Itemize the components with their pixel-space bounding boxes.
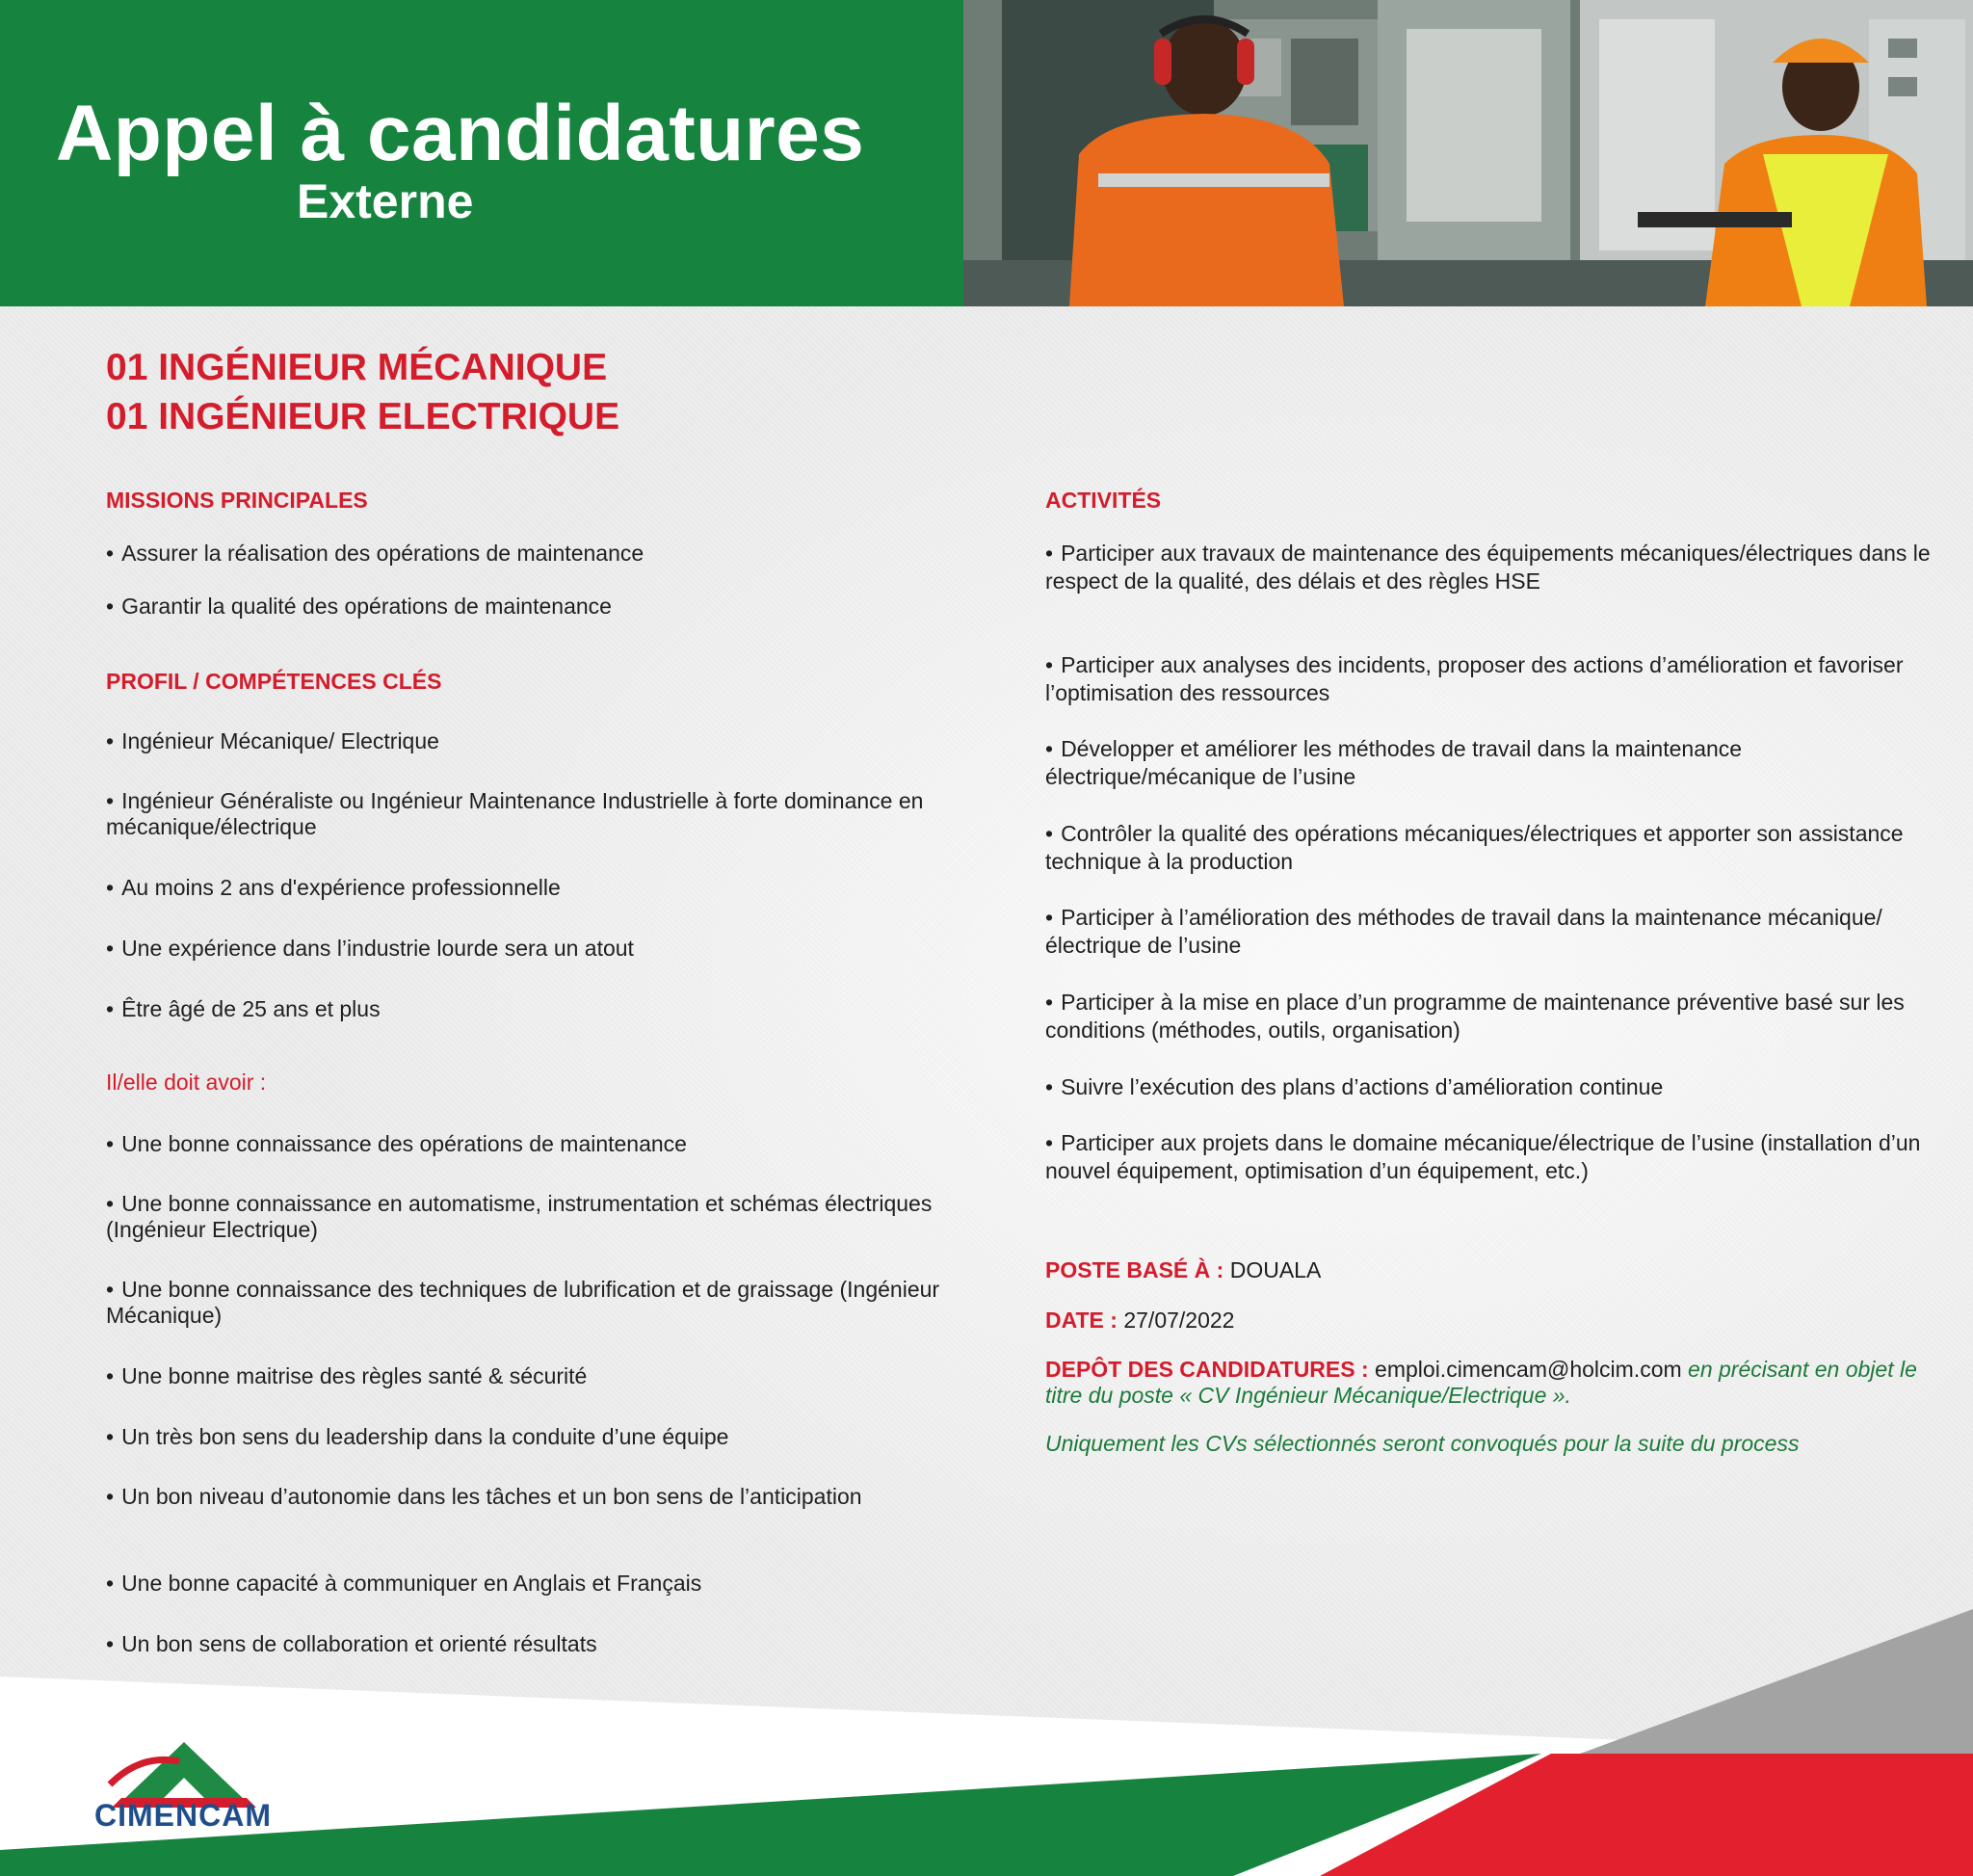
activites-item: • Participer aux projets dans le domaine mécanique/électrique de l’usine (installation d’un nouvel équipement, optimisation d’un équipement, etc.) [1045,1130,1921,1183]
photo-illustration [963,0,1973,306]
doit-avoir-item: • Un bon sens de collaboration et orienté résultats [106,1631,597,1656]
profil-heading: PROFIL / COMPÉTENCES CLÉS [106,669,442,694]
poste-line [1045,1257,1321,1283]
date-value: 27/07/2022 [1123,1308,1235,1333]
profil-item: • Être âgé de 25 ans et plus [106,996,381,1021]
depot-label: DEPÔT DES CANDIDATURES : [1045,1357,1369,1382]
poste-label: POSTE BASÉ À : [1045,1257,1224,1282]
profil-item: • Ingénieur Mécanique/ Electrique [106,728,439,753]
header-photo-workers [963,0,1973,306]
logo-wordmark: CIMENCAM [94,1798,272,1833]
profil-item: • Ingénieur Généraliste ou Ingénieur Maintenance Industrielle à forte dominance en mécanique/électrique [106,788,924,839]
footer-grey-triangle [1580,1609,1973,1754]
missions-item: • Garantir la qualité des opérations de maintenance [106,594,612,619]
job-title-electrique: 01 INGÉNIEUR ELECTRIQUE [106,396,620,437]
doit-avoir-item: • Une bonne connaissance des techniques de lubrification et de graissage (Ingénieur Mécanique) [106,1277,940,1328]
depot-line [1045,1357,1941,1409]
selection-note: Uniquement les CVs sélectionnés seront convoqués pour la suite du process [1045,1431,1800,1456]
activites-item: • Participer à la mise en place d’un programme de maintenance préventive basé sur les conditions (méthodes, outils, organisation) [1045,990,1905,1043]
date-label: DATE : [1045,1308,1118,1333]
doit-avoir-item: • Une bonne connaissance des opérations de maintenance [106,1131,687,1156]
poste-value: DOUALA [1229,1257,1322,1282]
activites-item: • Contrôler la qualité des opérations mécaniques/électriques et apporter son assistance technique à la production [1045,821,1904,874]
doit-avoir-item: • Un bon niveau d’autonomie dans les tâches et un bon sens de l’anticipation [106,1484,862,1509]
activites-item: • Participer aux travaux de maintenance des équipements mécaniques/électriques dans le respect de la qualité, des délais et des règles HSE [1045,541,1931,594]
job-title-mecanique: 01 INGÉNIEUR MÉCANIQUE [106,347,608,388]
doit-avoir-item: • Un très bon sens du leadership dans la conduite d’une équipe [106,1424,729,1449]
depot-email[interactable]: emploi.cimencam@holcim.com [1375,1357,1682,1382]
date-line [1045,1308,1234,1334]
doit-avoir-item: • Une bonne capacité à communiquer en Anglais et Français [106,1571,702,1596]
doit-avoir-item: • Une bonne maitrise des règles santé & sécurité [106,1363,588,1388]
page-subtitle: Externe [297,174,474,228]
job-titles [106,343,619,441]
depot-note: en précisant en objet le titre du poste « CV Ingénieur Mécanique/Electrique ». [1045,1357,1917,1408]
activites-heading: ACTIVITÉS [1045,488,1162,513]
doit-avoir-heading: Il/elle doit avoir : [106,1070,267,1095]
missions-item: • Assurer la réalisation des opérations de maintenance [106,541,645,566]
page-title: Appel à candidatures [56,90,865,177]
missions-heading: MISSIONS PRINCIPALES [106,488,368,513]
footer-decoration [0,1599,1973,1876]
profil-item: • Au moins 2 ans d'expérience professionnelle [106,875,561,900]
doit-avoir-item: • Une bonne connaissance en automatisme, instrumentation et schémas électriques (Ingénieur Electrique) [106,1191,933,1242]
activites-item: • Participer aux analyses des incidents, proposer des actions d’amélioration et favoriser l’optimisation des ressources [1045,652,1904,705]
profil-item: • Une expérience dans l’industrie lourde sera un atout [106,936,634,961]
header-banner [0,0,1973,306]
activites-item: • Participer à l’amélioration des méthodes de travail dans la maintenance mécanique/électrique de l’usine [1045,905,1882,958]
activites-item: • Développer et améliorer les méthodes de travail dans la maintenance électrique/mécanique de l’usine [1045,736,1743,789]
activites-item: • Suivre l’exécution des plans d’actions d’amélioration continue [1045,1074,1664,1099]
